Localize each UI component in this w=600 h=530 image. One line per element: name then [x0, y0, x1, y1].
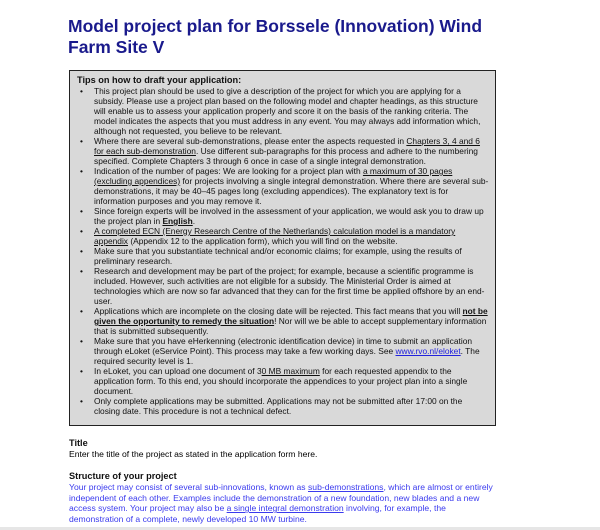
- text-segment: Make sure that you substantiate technical and/or economic claims; for example, using the results of preliminary research.: [94, 246, 462, 266]
- link[interactable]: www.rvo.nl/eloket: [395, 346, 461, 356]
- title-section-heading: Title: [69, 438, 88, 448]
- text-segment: 0 MB maximum: [261, 366, 320, 376]
- tip-item: [77, 226, 489, 246]
- text-segment: Make sure that you have eHerkenning (electronic identification device) in time to submit an application through eLoket (eService Point). This process may take a few working days. See: [94, 336, 473, 356]
- bullet-icon: •: [80, 166, 83, 176]
- tip-item: [77, 306, 489, 336]
- text-segment: Research and development may be part of the project; for example, because a scientific programme is included. However, such activities are not eligible for a subsidy. The Ministerial Order is aimed at technologies which are now so far advanced that they can for the first time be applied offshore by an end-user.: [94, 266, 485, 306]
- structure-section: [69, 471, 499, 524]
- tip-item: [77, 336, 489, 366]
- tip-item: [77, 366, 489, 396]
- bullet-icon: •: [80, 266, 83, 276]
- text-segment: Applications which are incomplete on the closing date will be rejected. This fact means that you will: [94, 306, 463, 316]
- text-segment: Only complete applications may be submitted. Applications may not be submitted after 17:00 on the closing date. This procedure is not a technical defect.: [94, 396, 463, 416]
- tips-heading: Tips on how to draft your application:: [77, 75, 242, 85]
- text-segment: for each requested appendix to the application form. To this end, you should incorporate the appendices to your project plan into a single document.: [94, 366, 468, 396]
- text-segment: , which are almost or entirely independent of each other. Examples include the demonstration of a new foundation, new blades and a new access system. Your project may also be: [69, 482, 493, 514]
- text-segment: a maximum of 30 pages (excluding appendices): [94, 166, 453, 186]
- tip-item: [77, 86, 489, 136]
- structure-section-text: [69, 482, 499, 524]
- text-segment: not be given the opportunity to remedy the situation: [94, 306, 488, 326]
- text-segment: A completed ECN (Energy Research Centre of the Netherlands) calculation model is a mandatory appendix: [94, 226, 456, 246]
- text-segment: . Use different sub-paragraphs for this process and adhere to the numbering specified. Complete Chapters 3 through 6 once in case of a single integral demonstration.: [94, 146, 478, 166]
- structure-section-heading: Structure of your project: [69, 471, 177, 481]
- text-segment: .: [192, 216, 196, 226]
- document-title: Model project plan for Borssele (Innovation) Wind Farm Site V: [68, 16, 483, 57]
- text-segment: Where there are several sub-demonstrations, please enter the aspects requested in: [94, 136, 407, 146]
- title-section-text: Enter the title of the project as stated in the application form here.: [69, 449, 318, 459]
- bullet-icon: •: [80, 246, 83, 256]
- tip-item: [77, 246, 489, 266]
- tip-item: [77, 396, 489, 416]
- bullet-icon: •: [80, 136, 83, 146]
- text-segment: Since foreign experts will be involved in the assessment of your application, we would ask you to draw up the project plan in: [94, 206, 484, 226]
- text-segment: a single integral demonstration: [226, 503, 344, 514]
- text-segment: . The required security level is 1.: [94, 346, 480, 366]
- tip-item: [77, 166, 489, 206]
- text-segment: involving, for example, the demonstration of a complete, newly developed 10 MW turbine.: [69, 503, 446, 524]
- text-segment: Indication of the number of pages: We are looking for a project plan with: [94, 166, 363, 176]
- bullet-icon: •: [80, 206, 83, 216]
- tips-list: [77, 86, 489, 416]
- tips-box: [69, 70, 496, 426]
- text-segment: Your project may consist of several sub-innovations, known as: [69, 482, 308, 492]
- text-segment: In eLoket, you can upload one document of 3: [94, 366, 262, 376]
- text-segment: sub-demonstrations: [308, 482, 384, 492]
- bullet-icon: •: [80, 396, 83, 406]
- bullet-icon: •: [80, 366, 83, 376]
- text-segment: (Appendix 12 to the application form), which you will find on the website.: [128, 236, 398, 246]
- bullet-icon: •: [80, 86, 83, 96]
- bullet-icon: •: [80, 336, 83, 346]
- tip-item: [77, 266, 489, 306]
- title-section: [69, 438, 499, 460]
- text-segment: Chapters 3, 4 and 6 for each sub-demonstration: [94, 136, 480, 156]
- text-segment: for projects involving a single integral demonstration. Where there are several sub-demonstrations, it may be 40–45 pages long (excluding appendices). The explanatory text is for information purposes and you may remove it.: [94, 176, 489, 206]
- bullet-icon: •: [80, 306, 83, 316]
- tip-item: [77, 206, 489, 226]
- text-segment: This project plan should be used to give a description of the project for which you are applying for a subsidy. Please use a project plan based on the following model and chapter headings, as this structure will enable us to assess your application properly and score it on the basis of the ranking criteria. The model indicates the aspects that you must address in any event. You may always add information which, although not requested, you believe to be relevant.: [94, 86, 481, 136]
- text-segment: ! Nor will we be able to accept supplementary information that is submitted subsequently.: [94, 316, 487, 336]
- text-segment: English: [162, 216, 193, 226]
- tip-item: [77, 136, 489, 166]
- bullet-icon: •: [80, 226, 83, 236]
